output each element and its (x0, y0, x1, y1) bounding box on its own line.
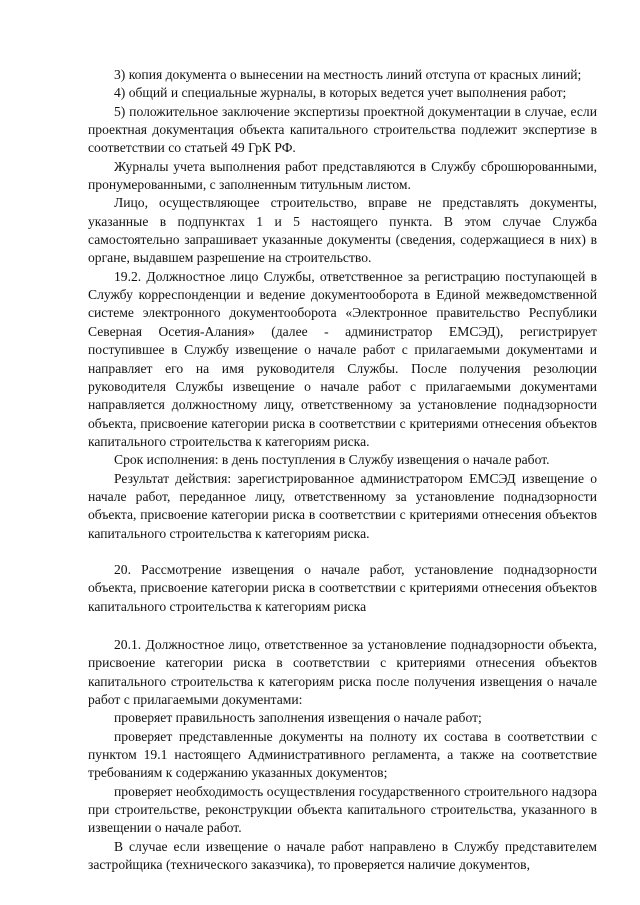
paragraph-19-2: 19.2. Должностное лицо Службы, ответственное за регистрацию поступающей в Службу корреспонденции и ведение документооборота в Единой межведомственной системе электронного документооборота «Электронное правительство Республики Северная Осетия-Алания» (далее - администратор ЕМСЭД), регистрирует поступившее в Службу извещение о начале работ с прилагаемыми документами и направляет его на имя руководителя Службы. После получения резолюции руководителя Службы извещение о начале работ с прилагаемыми документами направляется должностному лицу, ответственному за установление поднадзорности объекта, присвоение категории риска в соответствии с критериями отнесения объектов капитального строительства к категориям риска. (88, 268, 597, 449)
paragraph-journals: Журналы учета выполнения работ представляются в Службу сброшюрованными, пронумерованными, с заполненным титульным листом. (88, 158, 597, 193)
paragraph-item-3: 3) копия документа о вынесении на местность линий отступа от красных линий; (114, 67, 582, 82)
paragraph-representative: В случае если извещение о начале работ направлено в Службу представителем застройщика (технического заказчика), то проверяется наличие документов, (88, 838, 597, 873)
paragraph-deadline: Срок исполнения: в день поступления в Службу извещения о начале работ. (114, 452, 550, 468)
paragraph-item-5: 5) положительное заключение экспертизы проектной документации в случае, если проектная документация объекта капитального строительства подлежит экспертизе в соответствии со статьей 49 ГрК РФ. (88, 103, 597, 156)
paragraph-result: Результат действия: зарегистрированное администратором ЕМСЭД извещение о начале работ, переданное лицу, ответственному за установление поднадзорности объекта, присвоение категории риска в соответствии с критериями отнесения объектов капитального строительства к категориям риска. (88, 470, 597, 541)
paragraph-check-supervision: проверяет необходимость осуществления государственного строительного надзора при строительстве, реконструкции объекта капитального строительства, указанного в извещении о начале работ. (88, 783, 597, 836)
document-body (88, 66, 597, 874)
paragraph-20-1: 20.1. Должностное лицо, ответственное за установление поднадзорности объекта, присвоение категории риска в соответствии с критериями отнесения объектов капитального строительства к категориям риска после получения извещения о начале работ с прилагаемыми документами: (88, 636, 597, 707)
section-heading-20: 20. Рассмотрение извещения о начале работ, установление поднадзорности объекта, присвоение категории риска в соответствии с критериями отнесения объектов капитального строительства к категориям риска (88, 561, 597, 614)
paragraph-check-documents: проверяет представленные документы на полноту их состава в соответствии с пунктом 19.1 настоящего Административного регламента, а также на соответствие требованиям к содержанию указанных документов; (88, 728, 597, 781)
paragraph-exemption: Лицо, осуществляющее строительство, вправе не представлять документы, указанные в подпунктах 1 и 5 настоящего пункта. В этом случае Служба самостоятельно запрашивает указанные документы (сведения, содержащиеся в них) в органе, выдавшем разрешение на строительство. (88, 195, 597, 266)
paragraph-check-notice: проверяет правильность заполнения извещения о начале работ; (114, 710, 482, 726)
paragraph-item-4: 4) общий и специальные журналы, в которых ведется учет выполнения работ; (114, 85, 567, 101)
